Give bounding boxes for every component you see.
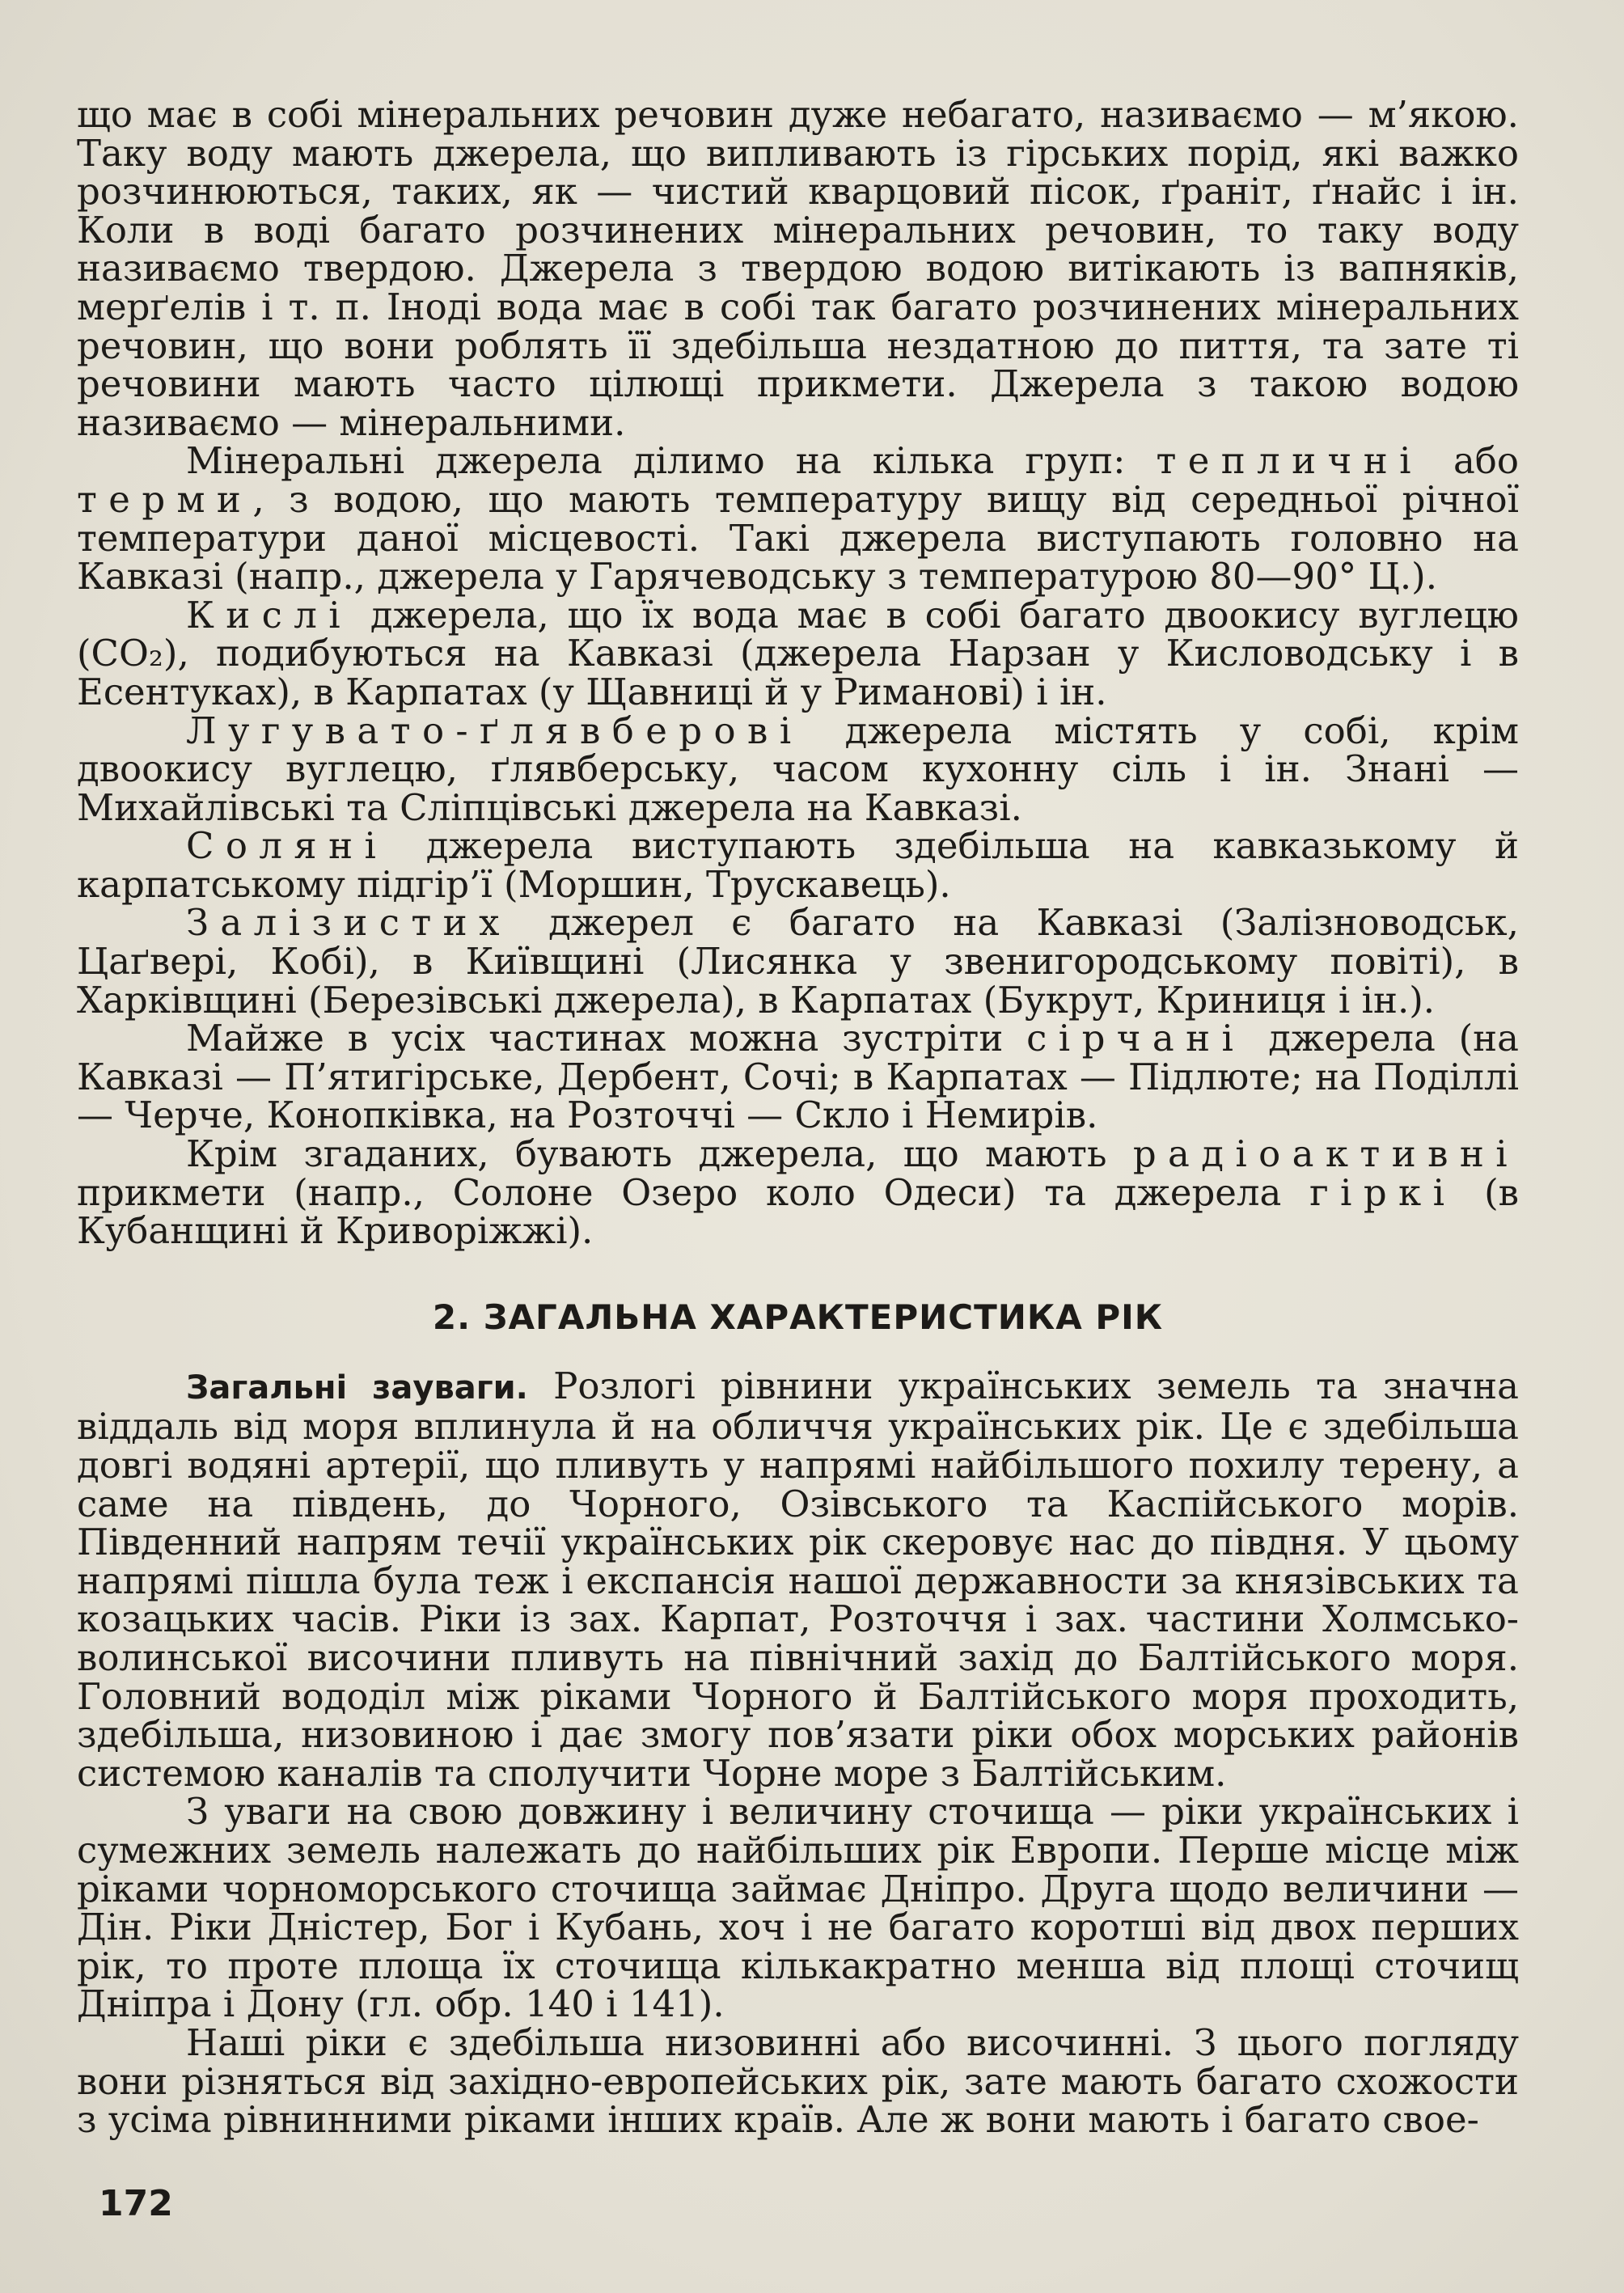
paragraph-general-remarks xyxy=(77,1364,1519,1795)
term-alkaline: Лугувато-ґлявберові xyxy=(186,709,803,752)
text-run: або xyxy=(1422,439,1519,483)
term-radioactive: радіоактивні xyxy=(1132,1132,1519,1176)
paragraph-sulfuric xyxy=(77,1019,1519,1135)
paragraph-alkaline xyxy=(77,709,1519,829)
paragraph-soft-water: що має в собі мінеральних речовин дуже небагато, називаємо — м’якою. Таку воду мають джерела, що випливають із гірських порід, які важко розчинюються, таких, як — чистий кварцовий пісок, ґраніт, ґнайс і ін. Коли в воді багато розчинених мінеральних речовин, то таку воду називаємо твердою. Джерела з твердою водою витікають із вапняків, мерґелів і т. п. Іноді вода має в собі так багато розчинених мінеральних речовин, що вони роблять її здебільша нездатною до пиття, та зате ті речовини мають часто цілющі прикмети. Джерела з такою водою називаємо — мінеральними. xyxy=(77,93,1519,444)
text-run: Майже в усіх частинах можна зустріти xyxy=(186,1017,1027,1060)
run-in-heading: Загальні зауваги. xyxy=(186,1369,528,1407)
term-thermal: тепличні xyxy=(1156,439,1423,483)
text-run: , з водою, що мають температуру вищу від середньої річної температури даної місцевості. Такі джерела виступають головно на Кавказі (напр., джерела у Гарячеводську з температурою 80—90° Ц.). xyxy=(77,477,1519,599)
term-bitter: гіркі xyxy=(1309,1170,1457,1214)
text-run: Мінеральні джерела ділимо на кілька груп: xyxy=(186,439,1157,483)
text-run: (в Кубанщині й Криворіжжі). xyxy=(77,1170,1519,1253)
term-sulfuric: сірчані xyxy=(1026,1017,1245,1060)
page-body xyxy=(77,93,1519,2142)
paragraph-acidic xyxy=(77,593,1519,713)
text-run: джерел є багато на Кавказі (Залізноводськ, Цаґвері, Кобі), в Київщині (Лисянка у звенигородському повіті), в Харківщині (Березівські джерела), в Карпатах (Букрут, Криниця і ін.). xyxy=(77,901,1519,1022)
paragraph-ferrous xyxy=(77,901,1519,1022)
page-number: 172 xyxy=(99,2183,173,2224)
paragraph-radioactive xyxy=(77,1132,1519,1253)
section-heading: 2. ЗАГАЛЬНА ХАРАКТЕРИСТИКА РІК xyxy=(432,1297,1164,1337)
text-run: прикмети (напр., Солоне Озеро коло Одеси) та джерела xyxy=(77,1170,1310,1214)
text-run: Розлогі рівнини українських земель та значна віддаль від моря вплинула й на обличчя українських рік. Це є здебільша довгі водяні артерії, що пливуть у напрямі найбільшого похилу терену, а саме на південь, до Чорного, Озівського та Каспійського морів. Південний напрям течії українських рік скеровує нас до півдня. У цьому напрямі пішла була теж і експансія нашої державности за князівських та козацьких часів. Ріки із зах. Карпат, Розточчя і зах. частини Холмсько-волинської височини пливуть на північний захід до Балтійського моря. Головний вододіл між ріками Чорного й Балтійського моря проходить, здебільша, низовиною і дає змогу пов’язати ріки обох морських районів системою каналів та сполучити Чорне море з Балтійським. xyxy=(77,1364,1519,1795)
term-acidic: Кислі xyxy=(186,593,353,637)
term-thermae: терми xyxy=(77,477,253,521)
paragraph-saline xyxy=(77,824,1519,906)
text-run: Крім згаданих, бувають джерела, що мають xyxy=(186,1132,1133,1176)
text-run: джерела, що їх вода має в собі багато двоокису вуглецю (CO₂), подибуються на Кавказі (джерела Нарзан у Кисловодську і в Есентуках), в Карпатах (у Щавниці й у Риманові) і ін. xyxy=(77,593,1519,713)
text-run: джерела виступають здебільша на кавказькому й карпатському підгір’ї (Моршин, Трускавець). xyxy=(77,824,1519,906)
paragraph-river-types: Наші ріки є здебільша низовинні або височинні. З цього погляду вони різняться від західно-европейських рік, зате мають багато схожости з усіма рівнинними ріками інших країв. Але ж вони мають і багато свое- xyxy=(77,2020,1519,2142)
paragraph-mineral-groups xyxy=(77,439,1519,599)
text-run: джерела (на Кавказі — П’ятигірське, Дербент, Сочі; в Карпатах — Підлюте; на Поділлі — Черче, Конопківка, на Розточчі — Скло і Немирів. xyxy=(77,1017,1519,1137)
term-saline: Соляні xyxy=(186,824,388,868)
paragraph-river-size: З уваги на свою довжину і величину сточища — ріки українських і сумежних земель належать до найбільших рік Европи. Перше місце між ріками чорноморського сточища займає Дніпро. Друга щодо величини — Дін. Ріки Дністер, Бог і Кубань, хоч і не багато коротші від двох перших рік, то проте площа їх сточища кількакратно менша від площі сточищ Дніпра і Дону (гл. обр. 140 і 141). xyxy=(77,1790,1519,2026)
term-ferrous: Залізистих xyxy=(186,901,511,945)
text-run: джерела містять у собі, крім двоокису вуглецю, ґлявберську, часом кухонну сіль і ін. Знані — Михайлівські та Сліпцівські джерела на Кавказі. xyxy=(77,709,1519,829)
